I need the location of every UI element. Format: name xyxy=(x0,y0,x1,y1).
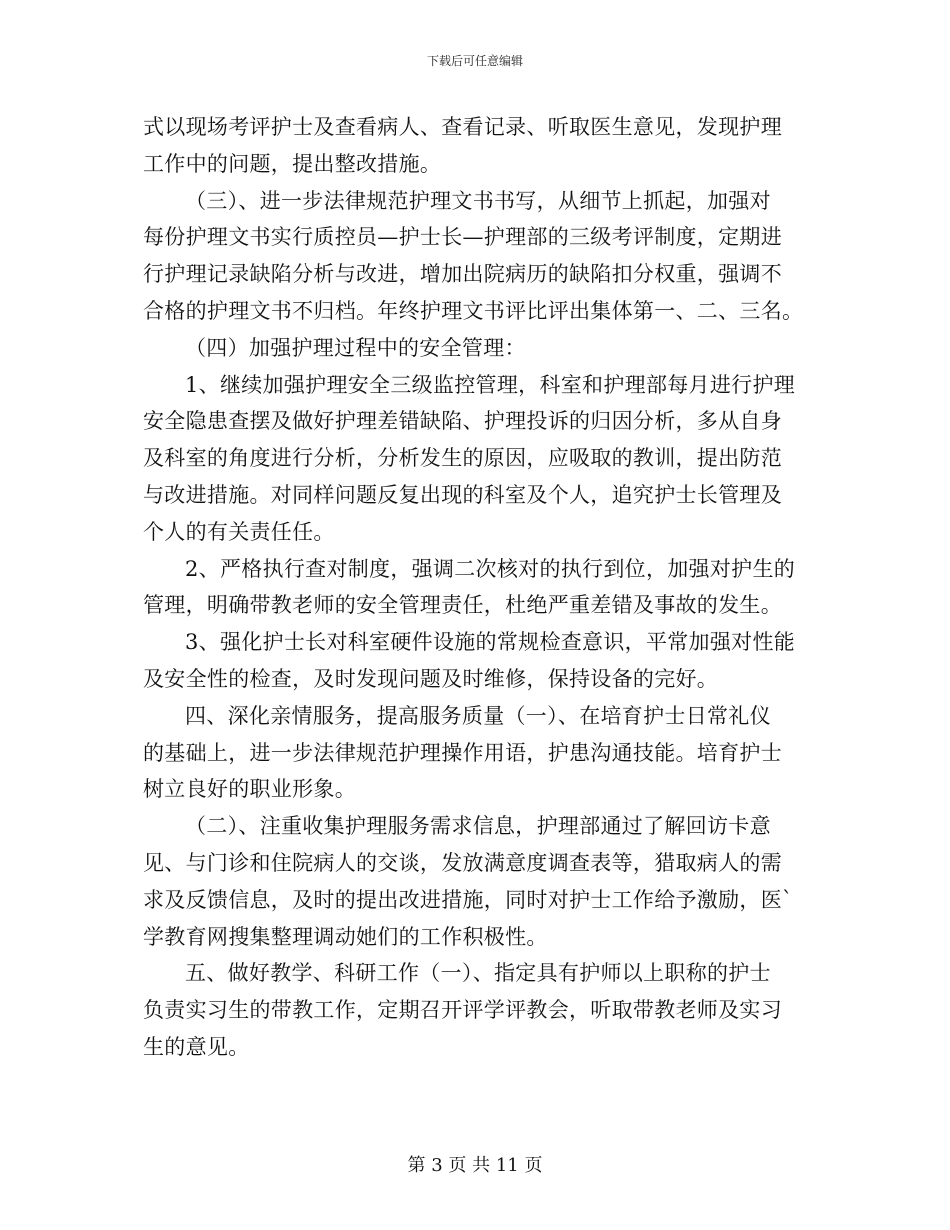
text-line: （三）、进一步法律规范护理文书书写，从细节上抓起，加强对 xyxy=(185,188,771,213)
text-line: 学教育网搜集整理调动她们的工作积极性。 xyxy=(143,924,548,949)
text-line: 生的意见。 xyxy=(143,1034,250,1059)
text-line: （二）、注重收集护理服务需求信息，护理部通过了解回访卡意 xyxy=(185,814,771,839)
text-line: 行护理记录缺陷分析与改进，增加出院病历的缺陷扣分权重，强调不 xyxy=(143,262,782,287)
text-line: 2、严格执行查对制度，强调二次核对的执行到位，加强对护生的 xyxy=(185,556,796,581)
text-line: 的基础上，进一步法律规范护理操作用语，护患沟通技能。培育护士 xyxy=(143,740,782,765)
text-line: 见、与门诊和住院病人的交谈，发放满意度调查表等，猎取病人的需 xyxy=(143,850,782,875)
text-line: 与改进措施。对同样问题反复出现的科室及个人，追究护士长管理及 xyxy=(143,482,782,507)
text-line: 1、继续加强护理安全三级监控管理，科室和护理部每月进行护理 xyxy=(185,372,796,397)
text-line: 每份护理文书实行质控员—护士长—护理部的三级考评制度，定期进 xyxy=(143,225,782,250)
text-line: 及安全性的检查，及时发现问题及时维修，保持设备的完好。 xyxy=(143,666,719,691)
text-line: 四、深化亲情服务，提高服务质量（一）、在培育护士日常礼仪 xyxy=(185,703,771,728)
text-line: 五、做好教学、科研工作（一）、指定具有护师以上职称的护士 xyxy=(185,961,771,986)
text-line: 合格的护理文书不归档。年终护理文书评比评出集体第一、二、三名。 xyxy=(143,298,804,323)
text-line: 工作中的问题，提出整改措施。 xyxy=(143,151,442,176)
page-footer: 第 3 页 共 11 页 xyxy=(407,1155,543,1176)
page-header: 下载后可任意编辑 xyxy=(426,54,523,68)
text-line: 3、强化护士长对科室硬件设施的常规检查意识，平常加强对性能 xyxy=(185,630,796,655)
text-line: 式以现场考评护士及查看病人、查看记录、听取医生意见，发现护理 xyxy=(143,115,782,139)
text-line: 及科室的角度进行分析，分析发生的原因，应吸取的教训，提出防范 xyxy=(143,446,782,471)
text-line: 求及反馈信息，及时的提出改进措施，同时对护士工作给予激励，医` xyxy=(143,887,793,912)
text-line: 负责实习生的带教工作，定期召开评学评教会，听取带教老师及实习 xyxy=(143,998,782,1023)
text-line: 个人的有关责任任。 xyxy=(143,519,335,544)
text-line: 管理，明确带教老师的安全管理责任，杜绝严重差错及事故的发生。 xyxy=(143,593,782,618)
text-line: 安全隐患查摆及做好护理差错缺陷、护理投诉的归因分析，多从自身 xyxy=(143,409,782,434)
document-body xyxy=(143,109,807,1066)
text-line: 树立良好的职业形象。 xyxy=(143,777,356,802)
text-line: （四）加强护理过程中的安全管理： xyxy=(185,335,526,360)
